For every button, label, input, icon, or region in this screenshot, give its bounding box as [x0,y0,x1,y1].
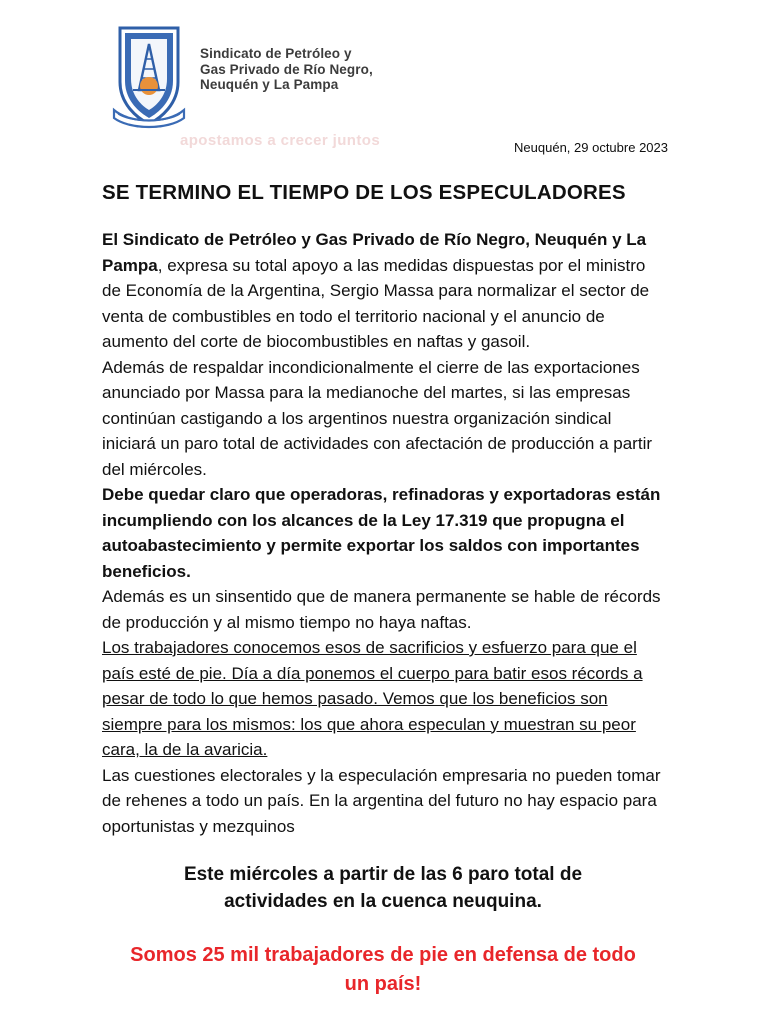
paragraph-4-run-1: Además es un sinsentido que de manera permanente se hable de récords de producción y al mismo tiempo no haya naftas. [102,587,661,632]
paragraph-4 [102,584,664,635]
letterhead-tagline: apostamos a crecer juntos [180,132,381,149]
oil-derrick-emblem-icon [112,24,186,130]
dateline: Neuquén, 29 octubre 2023 [514,140,668,155]
paragraph-6 [102,763,664,840]
paragraph-5-run-1: Los trabajadores conocemos esos de sacrificios y esfuerzo para que el país esté de pie. Día a día ponemos el cuerpo para batir esos récords a pesar de todo lo que hemos pasado. Vemos que los beneficios son siempre para los mismos: los que ahora especulan y muestran su peor cara, la de la avaricia. [102,638,643,759]
paragraph-6-run-1: Las cuestiones electorales y la especulación empresaria no pueden tomar de rehenes a todo un país. En la argentina del futuro no hay espacio para oportunistas y mezquinos [102,765,661,836]
paragraph-3 [102,482,664,584]
document-body [0,155,770,999]
paragraph-2 [102,355,664,483]
paragraph-2-run-1: Además de respaldar incondicionalmente el cierre de las exportaciones anunciado por Massa para la medianoche del martes, si las empresas continúan castigando a los argentinos nuestra organización sindical iniciará un paro total de actividades con afectación de producción a partir del miércoles. [102,357,653,479]
union-logo [112,24,186,130]
page-title: SE TERMINO EL TIEMPO DE LOS ESPECULADORES [102,181,626,204]
paragraph-1-run-2: , expresa su total apoyo a las medidas dispuestas por el ministro de Economía de la Argentina, Sergio Massa para normalizar el sector de venta de combustibles en todo el territorio nacional y el anuncio de aumento del corte de biocombustibles en naftas y gasoil. [102,255,650,351]
paragraph-5 [102,635,664,763]
paragraph-1-run-1: El Sindicato de Petróleo y Gas Privado de Río Negro, Neuquén y La Pampa [102,230,647,275]
closing-statement: Este miércoles a partir de las 6 paro total de actividades en la cuenca neuquina. [183,864,583,912]
paragraph-3-run-1: Debe quedar claro que operadoras, refinadoras y exportadoras están incumpliendo con los alcances de la Ley 17.319 que propugna el autoabastecimiento y permite exportar los saldos con importantes beneficios. [102,485,661,581]
org-name-line-1: Sindicato de Petróleo y [200,46,352,61]
organization-name [200,24,373,93]
slogan: Somos 25 mil trabajadores de pie en defensa de todo un país! [130,944,636,995]
paragraph-1 [102,227,664,355]
org-name-line-2: Gas Privado de Río Negro, [200,61,373,77]
letterhead [0,0,770,130]
org-name-line-3: Neuquén y La Pampa [200,77,339,92]
